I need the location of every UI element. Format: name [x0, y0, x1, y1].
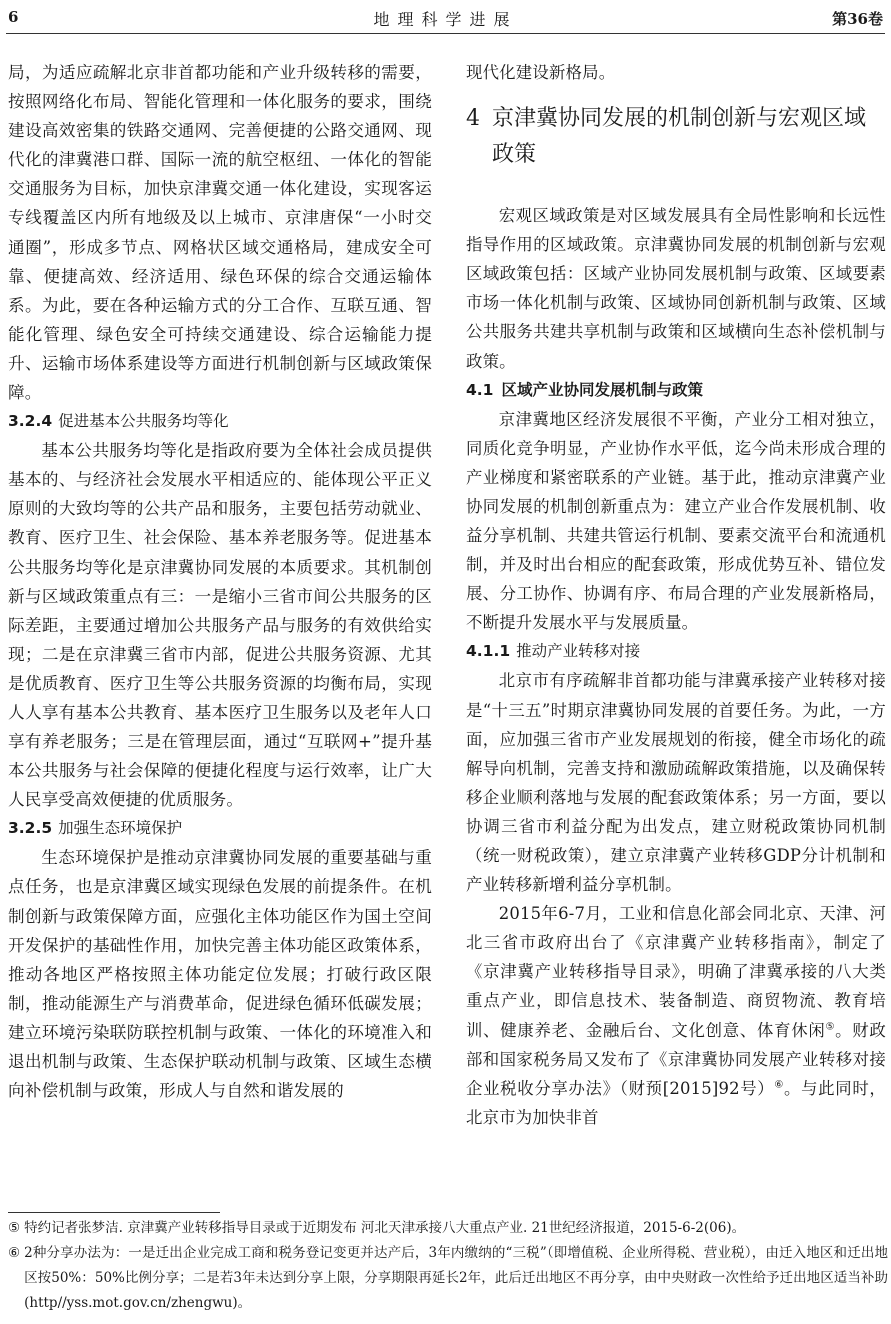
- section-heading-4: [466, 101, 886, 173]
- footnote-6: [8, 1241, 888, 1316]
- text-run: 。与此同时，北京市为加快非首: [466, 1078, 886, 1127]
- section-title: 京津冀协同发展的机制创新与宏观区域政策: [492, 106, 867, 168]
- section-number: 4.1.1: [466, 642, 511, 661]
- paragraph-transfer-guide: [466, 899, 886, 1132]
- footnote-ref-5[interactable]: ⑤: [825, 1021, 836, 1033]
- footnote-text: 2种分享办法为：一是迁出企业完成工商和税务登记变更并达产后，3年内缴纳的“三税”（即增值税、企业所得税、营业税），由迁入地区和迁出地区按50%：50%比例分享；二是若3年未达到分享上限，分享期限再延长2年，此后迁出地区不再分享，由中央财政一次性给予迁出地区适当补助(http//yss.mot.gov.cn/zhengwu)。: [24, 1245, 888, 1311]
- paragraph-industry-coordination: 京津冀地区经济发展很不平衡，产业分工相对独立，同质化竞争明显，产业协作水平低，迄今尚未形成合理的产业梯度和紧密联系的产业链。基于此，推动京津冀产业协同发展的机制创新重点为：建立产业合作发展机制、收益分享机制、共建共管运行机制、要素交流平台和流通机制，并及时出台相应的配套政策，形成优势互补、错位发展、分工协作、协调有序、布局合理的产业发展新格局，不断提升发展水平与发展质量。: [466, 409, 886, 633]
- right-column: [466, 58, 886, 1132]
- footnote-text: 特约记者张梦洁. 京津冀产业转移指导目录或于近期发布 河北天津承接八大重点产业. 21世纪经济报道，2015-6-2(06)。: [24, 1220, 746, 1236]
- journal-title: 地理科学进展: [373, 10, 518, 29]
- paragraph-continuation: 现代化建设新格局。: [466, 63, 616, 82]
- paragraph-transport: 局，为适应疏解北京非首都功能和产业升级转移的需要，按照网络化布局、智能化管理和一体化服务的要求，围绕建设高效密集的铁路交通网、完善便捷的公路交通网、现代化的津冀港口群、国际一流的航空枢纽、一体化的智能交通服务为目标，加快京津冀交通一体化建设，实现客运专线覆盖区内所有地级及以上城市、京津唐保“一小时交通圈”，形成多节点、网格状区域交通格局，建成安全可靠、便捷高效、经济适用、绿色环保的综合交通运输体系。为此，要在各种运输方式的分工合作、互联互通、智能化管理、绿色安全可持续交通建设、综合运输能力提升、运输市场体系建设等方面进行机制创新与区域政策保障。: [8, 63, 432, 403]
- text-run: 。财政部和国家税务局又发布了《京津冀协同发展产业转移对接企业税收分享办法》（财预[2015]92号）: [466, 1020, 886, 1098]
- section-number: 3.2.5: [8, 819, 53, 838]
- volume-label: 第36卷: [832, 10, 883, 28]
- section-number: 4: [466, 106, 480, 132]
- footnote-mark: ⑥: [8, 1245, 21, 1261]
- paragraph-macro-policy: 宏观区域政策是对区域发展具有全局性影响和长远性指导作用的区域政策。京津冀协同发展的机制创新与宏观区域政策包括：区域产业协同发展机制与政策、区域要素市场一体化机制与政策、区域协同创新机制与政策、区域公共服务共建共享机制与政策和区域横向生态补偿机制与政策。: [466, 206, 886, 371]
- section-number: 4.1: [466, 380, 494, 399]
- page-header: [6, 0, 885, 34]
- section-title: 区域产业协同发展机制与政策: [501, 380, 703, 399]
- section-heading-4-1: [466, 376, 886, 405]
- section-title: 加强生态环境保护: [58, 819, 183, 838]
- text-run: 2015年6-7月，工业和信息化部会同北京、天津、河北三省市政府出台了《京津冀产业转移指南》，制定了《京津冀产业转移指导目录》，明确了津冀承接的八大类重点产业，即信息技术、装备制造、商贸物流、教育培训、健康养老、金融后台、文化创意、体育休闲: [466, 904, 886, 1040]
- footnote-divider: [8, 1212, 220, 1213]
- section-heading-3-2-5: [8, 814, 432, 843]
- paragraph-public-services: 基本公共服务均等化是指政府要为全体社会成员提供基本的、与经济社会发展水平相适应的、能体现公平正义原则的大致均等的公共产品和服务，主要包括劳动就业、教育、医疗卫生、社会保险、基本养老服务等。促进基本公共服务均等化是京津冀协同发展的本质要求。其机制创新与区域政策重点有三：一是缩小三省市间公共服务的区际差距，主要通过增加公共服务产品与服务的有效供给实现；二是在京津冀三省市内部，促进公共服务资源、尤其是优质教育、医疗卫生等公共服务资源的均衡布局，实现人人享有基本公共教育、基本医疗卫生服务以及老年人口享有养老服务；三是在管理层面，通过“互联网+”提升基本公共服务与社会保障的便捷化程度与运行效率，让广大人民享受高效便捷的优质服务。: [8, 441, 432, 810]
- section-number: 3.2.4: [8, 412, 53, 431]
- page-number: 6: [8, 8, 19, 26]
- footnote-5: [8, 1216, 888, 1241]
- left-column: [8, 58, 432, 1105]
- footnotes: [8, 1216, 888, 1316]
- section-title: 促进基本公共服务均等化: [58, 412, 229, 431]
- section-heading-3-2-4: [8, 407, 432, 436]
- paragraph-ecology: 生态环境保护是推动京津冀协同发展的重要基础与重点任务，也是京津冀区域实现绿色发展的前提条件。在机制创新与政策保障方面，应强化主体功能区作为国土空间开发保护的基础性作用，加快完善主体功能区政策体系，推动各地区严格按照主体功能定位发展；打破行政区限制，推动能源生产与消费革命，促进绿色循环低碳发展；建立环境污染联防联控机制与政策、一体化的环境准入和退出机制与政策、生态保护联动机制与政策、区域生态横向补偿机制与政策，形成人与自然和谐发展的: [8, 848, 432, 1101]
- footnote-mark: ⑤: [8, 1220, 21, 1236]
- paragraph-industry-transfer: 北京市有序疏解非首都功能与津冀承接产业转移对接是“十三五”时期京津冀协同发展的首要任务。为此，一方面，应加强三省市产业发展规划的衔接，健全市场化的疏解导向机制，完善支持和激励疏解政策措施，以及确保转移企业顺利落地与发展的配套政策体系；另一方面，要以协调三省市利益分配为出发点，建立财税政策协同机制（统一财税政策），建立京津冀产业转移GDP分计机制和产业转移新增利益分享机制。: [466, 671, 886, 895]
- section-heading-4-1-1: [466, 637, 886, 666]
- section-title: 推动产业转移对接: [516, 642, 641, 661]
- footnote-ref-6[interactable]: ⑥: [774, 1079, 785, 1091]
